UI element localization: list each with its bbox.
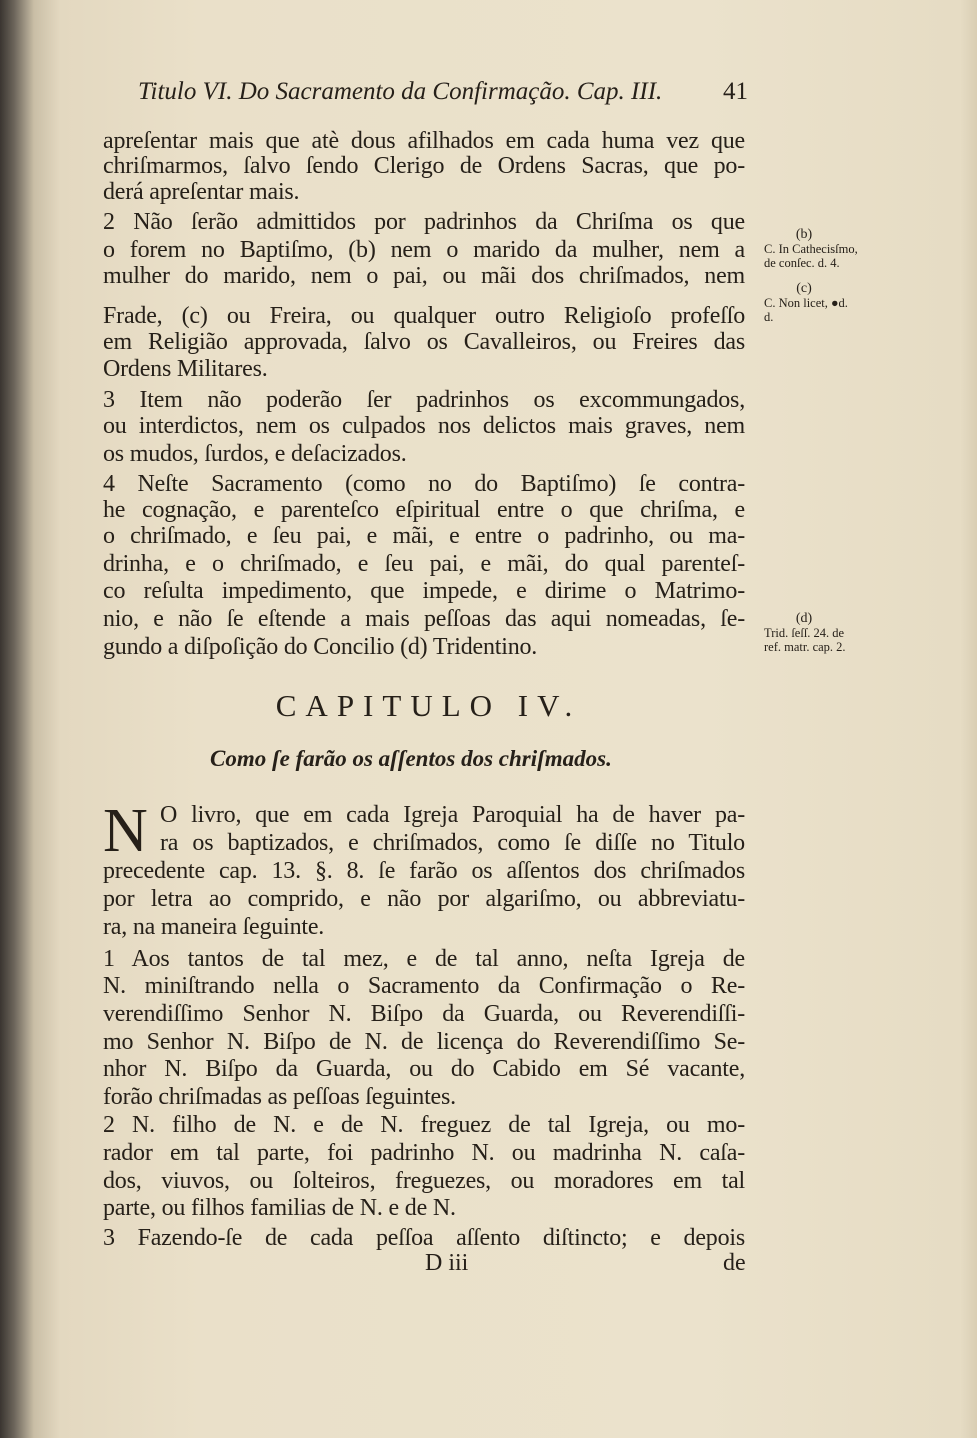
text-line: forão chriſmadas as peſſoas ſeguintes.	[103, 1084, 456, 1110]
text-line: ra, na maneira ſeguinte.	[103, 914, 325, 940]
text-line: rador em tal parte, foi padrinho N. ou madrinha N. caſa-	[103, 1140, 745, 1166]
text-line: parte, ou filhos familias de N. e de N.	[103, 1195, 456, 1221]
text-line: os mudos, ſurdos, e deſacizados.	[103, 441, 407, 467]
note-mark: (b)	[795, 227, 813, 242]
note-line: C. In Cathecisſmo,	[764, 242, 858, 256]
text-line: chriſmarmos, ſalvo ſendo Clerigo de Ordens Sacras, que po-	[103, 153, 745, 179]
note-line: Trid. ſeſſ. 24. de	[764, 626, 845, 640]
text-line: 2 Não ſerão admittidos por padrinhos da Chriſma os que	[103, 209, 745, 235]
text-line: dos, viuvos, ou ſolteiros, freguezes, ou moradores em tal	[103, 1168, 745, 1194]
chapter-heading-text: CAPITULO IV.	[275, 688, 582, 723]
text-line: 3 Item não poderão ſer padrinhos os excommungados,	[103, 387, 745, 413]
text-line: mo Senhor N. Biſpo de N. de licença do Reverendiſſimo Se-	[103, 1029, 745, 1055]
text-line: co reſulta impedimento, que impede, e dirime o Matrimo-	[103, 578, 745, 604]
note-line: C. Non licet, ●d.	[764, 296, 848, 310]
note-line: ref. matr. cap. 2.	[764, 640, 846, 654]
chapter-subtitle: Como ſe farão os aſſentos dos chriſmados.	[210, 746, 612, 771]
text-line: o chriſmado, e ſeu pai, e mãi, e entre o padrinho, ou ma-	[103, 523, 745, 549]
text-line: ou interdictos, nem os culpados nos delictos mais graves, nem	[103, 413, 745, 439]
text-line: mulher do marido, nem o pai, ou mãi dos chriſmados, nem	[103, 263, 745, 289]
note-mark: (d)	[795, 611, 813, 626]
margin-note	[764, 228, 858, 270]
text-line: precedente cap. 13. §. 8. ſe farão os aſſentos dos chriſmados	[103, 858, 745, 884]
drop-cap: N	[103, 797, 148, 865]
text-line: nhor N. Biſpo da Guarda, ou do Cabido em Sé vacante,	[103, 1056, 745, 1082]
note-line: de conſec. d. 4.	[764, 256, 840, 270]
text-line: apreſentar mais que atè dous afilhados em cada huma vez que	[103, 128, 745, 154]
note-mark: (c)	[796, 281, 812, 296]
text-line: he cognação, e parenteſco eſpiritual entre o que chriſma, e	[103, 497, 745, 523]
text-line: N. miniſtrando nella o Sacramento da Confirmação o Re-	[103, 973, 745, 999]
text-line: 2 N. filho de N. e de N. freguez de tal Igreja, ou mo-	[103, 1112, 745, 1138]
chapter-heading	[0, 688, 977, 724]
text-line: gundo a diſpoſição do Concilio (d) Tridentino.	[103, 634, 538, 660]
catchword: de	[723, 1250, 746, 1276]
margin-note	[764, 282, 848, 324]
text-line: nio, e não ſe eſtende a mais peſſoas das aqui nomeadas, ſe-	[103, 606, 745, 632]
text-line: verendiſſimo Senhor N. Biſpo da Guarda, ou Reverendiſſi-	[103, 1001, 745, 1027]
text-line: por letra ao comprido, e não por algariſmo, ou abbreviatu-	[103, 886, 745, 912]
margin-note	[764, 612, 846, 654]
text-line: em Religião approvada, ſalvo os Cavalleiros, ou Freires das	[103, 329, 745, 355]
running-title: Titulo VI. Do Sacramento da Confirmação. Cap. III.	[138, 78, 663, 105]
signature-mark: D iii	[425, 1250, 469, 1276]
text-line: Ordens Militares.	[103, 356, 268, 382]
text-line: ra os baptizados, e chriſmados, como ſe diſſe no Titulo	[160, 830, 745, 856]
text-line: 1 Aos tantos de tal mez, e de tal anno, neſta Igreja de	[103, 946, 745, 972]
text-line: derá apreſentar mais.	[103, 179, 300, 205]
text-line: Frade, (c) ou Freira, ou qualquer outro Religioſo profeſſo	[103, 303, 745, 329]
text-line: 3 Fazendo-ſe de cada peſſoa aſſento diſtincto; e depois	[103, 1225, 745, 1251]
page-number: 41	[723, 78, 748, 105]
text-line: o forem no Baptiſmo, (b) nem o marido da mulher, nem a	[103, 237, 745, 263]
note-line: d.	[764, 310, 774, 324]
text-line: O livro, que em cada Igreja Paroquial ha de haver pa-	[160, 802, 745, 828]
running-header	[138, 78, 750, 108]
text-line: 4 Neſte Sacramento (como no do Baptiſmo) ſe contra-	[103, 471, 745, 497]
text-line: drinha, e o chriſmado, e ſeu pai, e mãi, do qual parenteſ-	[103, 551, 745, 577]
